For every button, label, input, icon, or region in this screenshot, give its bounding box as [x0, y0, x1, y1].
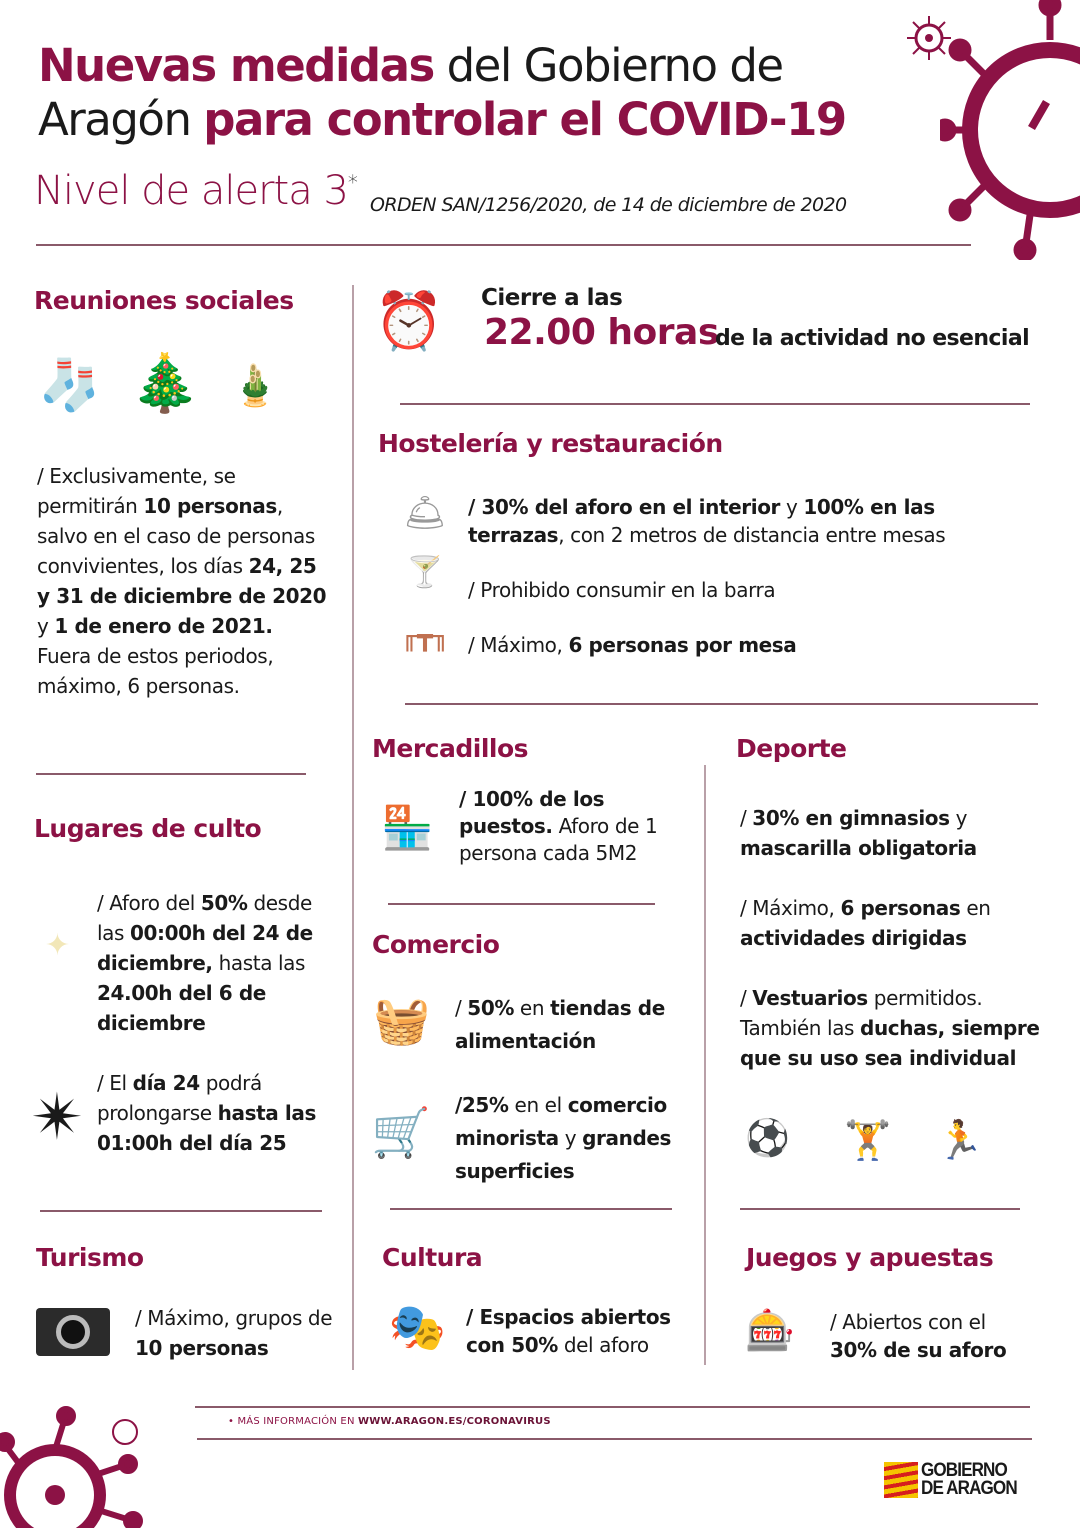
- text-segment: y: [37, 614, 55, 638]
- text-segment: 30% de su aforo: [830, 1338, 1007, 1362]
- theater-masks-icon: 🎭: [388, 1300, 447, 1354]
- turismo-title: Turismo: [36, 1243, 144, 1272]
- cierre-time: 22.00 horas: [484, 312, 719, 353]
- cloche-icon: 🛎: [403, 492, 447, 533]
- text-segment: /: [740, 986, 753, 1010]
- text-segment: 10 personas: [143, 494, 277, 518]
- footer-info-text: MÁS INFORMACIÓN EN: [237, 1416, 359, 1427]
- text-segment: /: [740, 806, 753, 830]
- comercio-item-2: [455, 1089, 700, 1188]
- deporte-item-3: [740, 983, 1060, 1073]
- juegos-title: Juegos y apuestas: [746, 1243, 994, 1272]
- shopping-cart-icon: 🛒: [371, 1105, 431, 1161]
- hosteleria-item-2: [468, 575, 775, 605]
- column-divider: [704, 765, 706, 1365]
- text-segment: grandes superficies: [455, 1126, 672, 1183]
- text-segment: Nuevas medidas: [38, 39, 434, 92]
- text-segment: 6 personas: [840, 896, 961, 920]
- divider: [390, 1208, 672, 1210]
- text-segment: 50%: [467, 996, 514, 1020]
- text-segment: 100% en las terrazas: [468, 495, 935, 547]
- text-segment: Aragón: [38, 93, 204, 146]
- text-segment: 30% en gimnasios: [752, 806, 950, 830]
- text-segment: en: [960, 896, 991, 920]
- comercio-item-1: [455, 992, 695, 1058]
- hosteleria-item-3: [468, 630, 796, 660]
- text-segment: en el: [508, 1093, 568, 1117]
- text-segment: /: [455, 996, 468, 1020]
- text-segment: , con 2 metros de distancia entre mesas: [558, 523, 946, 547]
- text-segment: mascarilla obligatoria: [740, 836, 977, 860]
- divider: [740, 1208, 1020, 1210]
- text-segment: 10 personas: [135, 1336, 269, 1360]
- poker-chips-icon: 🎰: [745, 1307, 795, 1354]
- text-segment: / Abiertos con el: [830, 1310, 986, 1334]
- mercadillos-title: Mercadillos: [372, 734, 529, 763]
- footer-divider-bottom: [197, 1438, 1032, 1440]
- deporte-item-1: [740, 803, 1040, 863]
- gobierno-aragon-logo: [884, 1462, 1027, 1498]
- reuniones-title: Reuniones sociales: [34, 286, 294, 315]
- culto-item-1: [97, 888, 342, 1038]
- text-segment: / Máximo, grupos de: [135, 1306, 333, 1330]
- star-icon: ✴: [30, 1080, 85, 1155]
- alert-level: [34, 168, 357, 214]
- cocktail-icon: 🍸: [406, 555, 444, 590]
- mercadillos-text: [459, 786, 679, 867]
- stocking-icon: 🧦: [38, 355, 102, 414]
- text-segment: para controlar el COVID-19: [203, 93, 846, 146]
- divider: [36, 773, 306, 775]
- alarm-clock-icon: ⏰: [374, 288, 444, 354]
- footer-info: • MÁS INFORMACIÓN EN WWW.ARAGON.ES/CORONAVIRUS: [228, 1416, 551, 1427]
- text-segment: / Máximo,: [468, 633, 569, 657]
- text-segment: y: [949, 806, 968, 830]
- sparkle-icon: ✦: [44, 927, 71, 963]
- text-segment: y: [780, 495, 804, 519]
- footer-divider-top: [195, 1406, 1030, 1408]
- turismo-text: [135, 1303, 335, 1363]
- text-segment: / 100% de los puestos.: [459, 787, 605, 838]
- text-segment: / 30% del aforo en el interior: [468, 495, 780, 519]
- order-reference: ORDEN SAN/1256/2020, de 14 de diciembre de 2020: [370, 194, 847, 216]
- logo-line-1: GOBIERNO: [921, 1460, 1007, 1481]
- soccer-ball-icon: ⚽: [745, 1117, 790, 1159]
- divider: [40, 1210, 322, 1212]
- cierre-label: Cierre a las: [481, 285, 623, 311]
- cierre-rest: de la actividad no esencial: [715, 326, 1030, 351]
- text-segment: día 24: [132, 1071, 200, 1095]
- text-segment: hasta las 01:00h del día 25: [97, 1101, 316, 1155]
- header-divider: [36, 244, 971, 246]
- text-segment: 00:00h del 24 de diciembre,: [97, 921, 313, 975]
- runner-icon: 🏃: [936, 1117, 984, 1162]
- divider: [388, 903, 655, 905]
- camera-icon: [36, 1308, 110, 1356]
- text-segment: desde las: [97, 891, 312, 945]
- weightlifter-icon: 🏋: [844, 1117, 892, 1162]
- column-divider: [352, 285, 354, 1370]
- text-segment: del aforo: [557, 1333, 649, 1357]
- text-segment: , salvo en el caso de personas convivientes, los días: [37, 494, 315, 578]
- food-basket-icon: 🧺: [373, 992, 431, 1047]
- cultura-title: Cultura: [382, 1243, 483, 1272]
- text-segment: 1 de enero de 2021.: [54, 614, 273, 638]
- text-segment: / El: [97, 1071, 133, 1095]
- cultura-text: [466, 1303, 691, 1359]
- footer-link[interactable]: WWW.ARAGON.ES/CORONAVIRUS: [358, 1416, 551, 1427]
- text-segment: comercio minorista: [455, 1093, 667, 1150]
- text-segment: 50%: [200, 891, 248, 915]
- text-segment: hasta las: [212, 951, 306, 975]
- text-segment: /25%: [455, 1093, 509, 1117]
- text-segment: 24.00h del 6 de diciembre: [97, 981, 266, 1035]
- logo-line-2: DE ARAGON: [921, 1478, 1017, 1499]
- text-segment: / Espacios abiertos con 50%: [466, 1305, 671, 1357]
- culto-item-2: [97, 1068, 332, 1158]
- juegos-text: [830, 1308, 1030, 1364]
- alert-footnote-mark: *: [347, 170, 357, 195]
- aragon-flag-icon: [884, 1462, 918, 1498]
- culto-title: Lugares de culto: [34, 814, 262, 843]
- divider: [405, 703, 1038, 705]
- text-segment: 6 personas por mesa: [568, 633, 797, 657]
- deporte-title: Deporte: [736, 734, 847, 763]
- virus-icon-bottom: [0, 1400, 150, 1528]
- text-segment: / Máximo,: [740, 896, 841, 920]
- market-stall-icon: 🏪: [381, 802, 434, 852]
- text-segment: y: [558, 1126, 583, 1150]
- hosteleria-title: Hostelería y restauración: [378, 429, 723, 458]
- text-segment: podrá prolongarse: [97, 1071, 262, 1125]
- page-title-line2: [38, 92, 846, 148]
- text-segment: / Exclusivamente, se permitirán: [37, 464, 236, 518]
- text-segment: del Gobierno de: [433, 39, 783, 92]
- page-title-line1: [38, 38, 783, 94]
- text-segment: / Aforo del: [97, 891, 201, 915]
- text-segment: 24, 25 y 31 de diciembre de 2020: [37, 554, 327, 608]
- ornament-icon: 🎍: [230, 362, 280, 409]
- text-segment: actividades dirigidas: [740, 926, 967, 950]
- small-virus-icon: [905, 14, 953, 62]
- deporte-item-2: [740, 893, 1040, 953]
- reuniones-text: [37, 461, 327, 701]
- text-segment: Fuera de estos periodos, máximo, 6 personas.: [37, 644, 274, 698]
- text-segment: / Prohibido consumir en la barra: [468, 578, 776, 602]
- text-segment: Vestuarios: [752, 986, 868, 1010]
- virus-icon: [940, 0, 1080, 260]
- text-segment: en: [513, 996, 551, 1020]
- text-segment: duchas, siempre que su uso sea individual: [740, 1016, 1040, 1070]
- text-segment: tiendas de alimentación: [455, 996, 665, 1053]
- hosteleria-item-1: [468, 493, 1028, 549]
- divider: [400, 403, 1030, 405]
- alert-level-text: Nivel de alerta 3: [34, 168, 348, 214]
- christmas-tree-icon: 🎄: [130, 350, 200, 416]
- comercio-title: Comercio: [372, 930, 500, 959]
- text-segment: Aforo de 1 persona cada 5M2: [459, 814, 658, 865]
- table-chairs-icon: ╓┳╖: [401, 622, 449, 652]
- text-segment: permitidos. También las: [740, 986, 983, 1040]
